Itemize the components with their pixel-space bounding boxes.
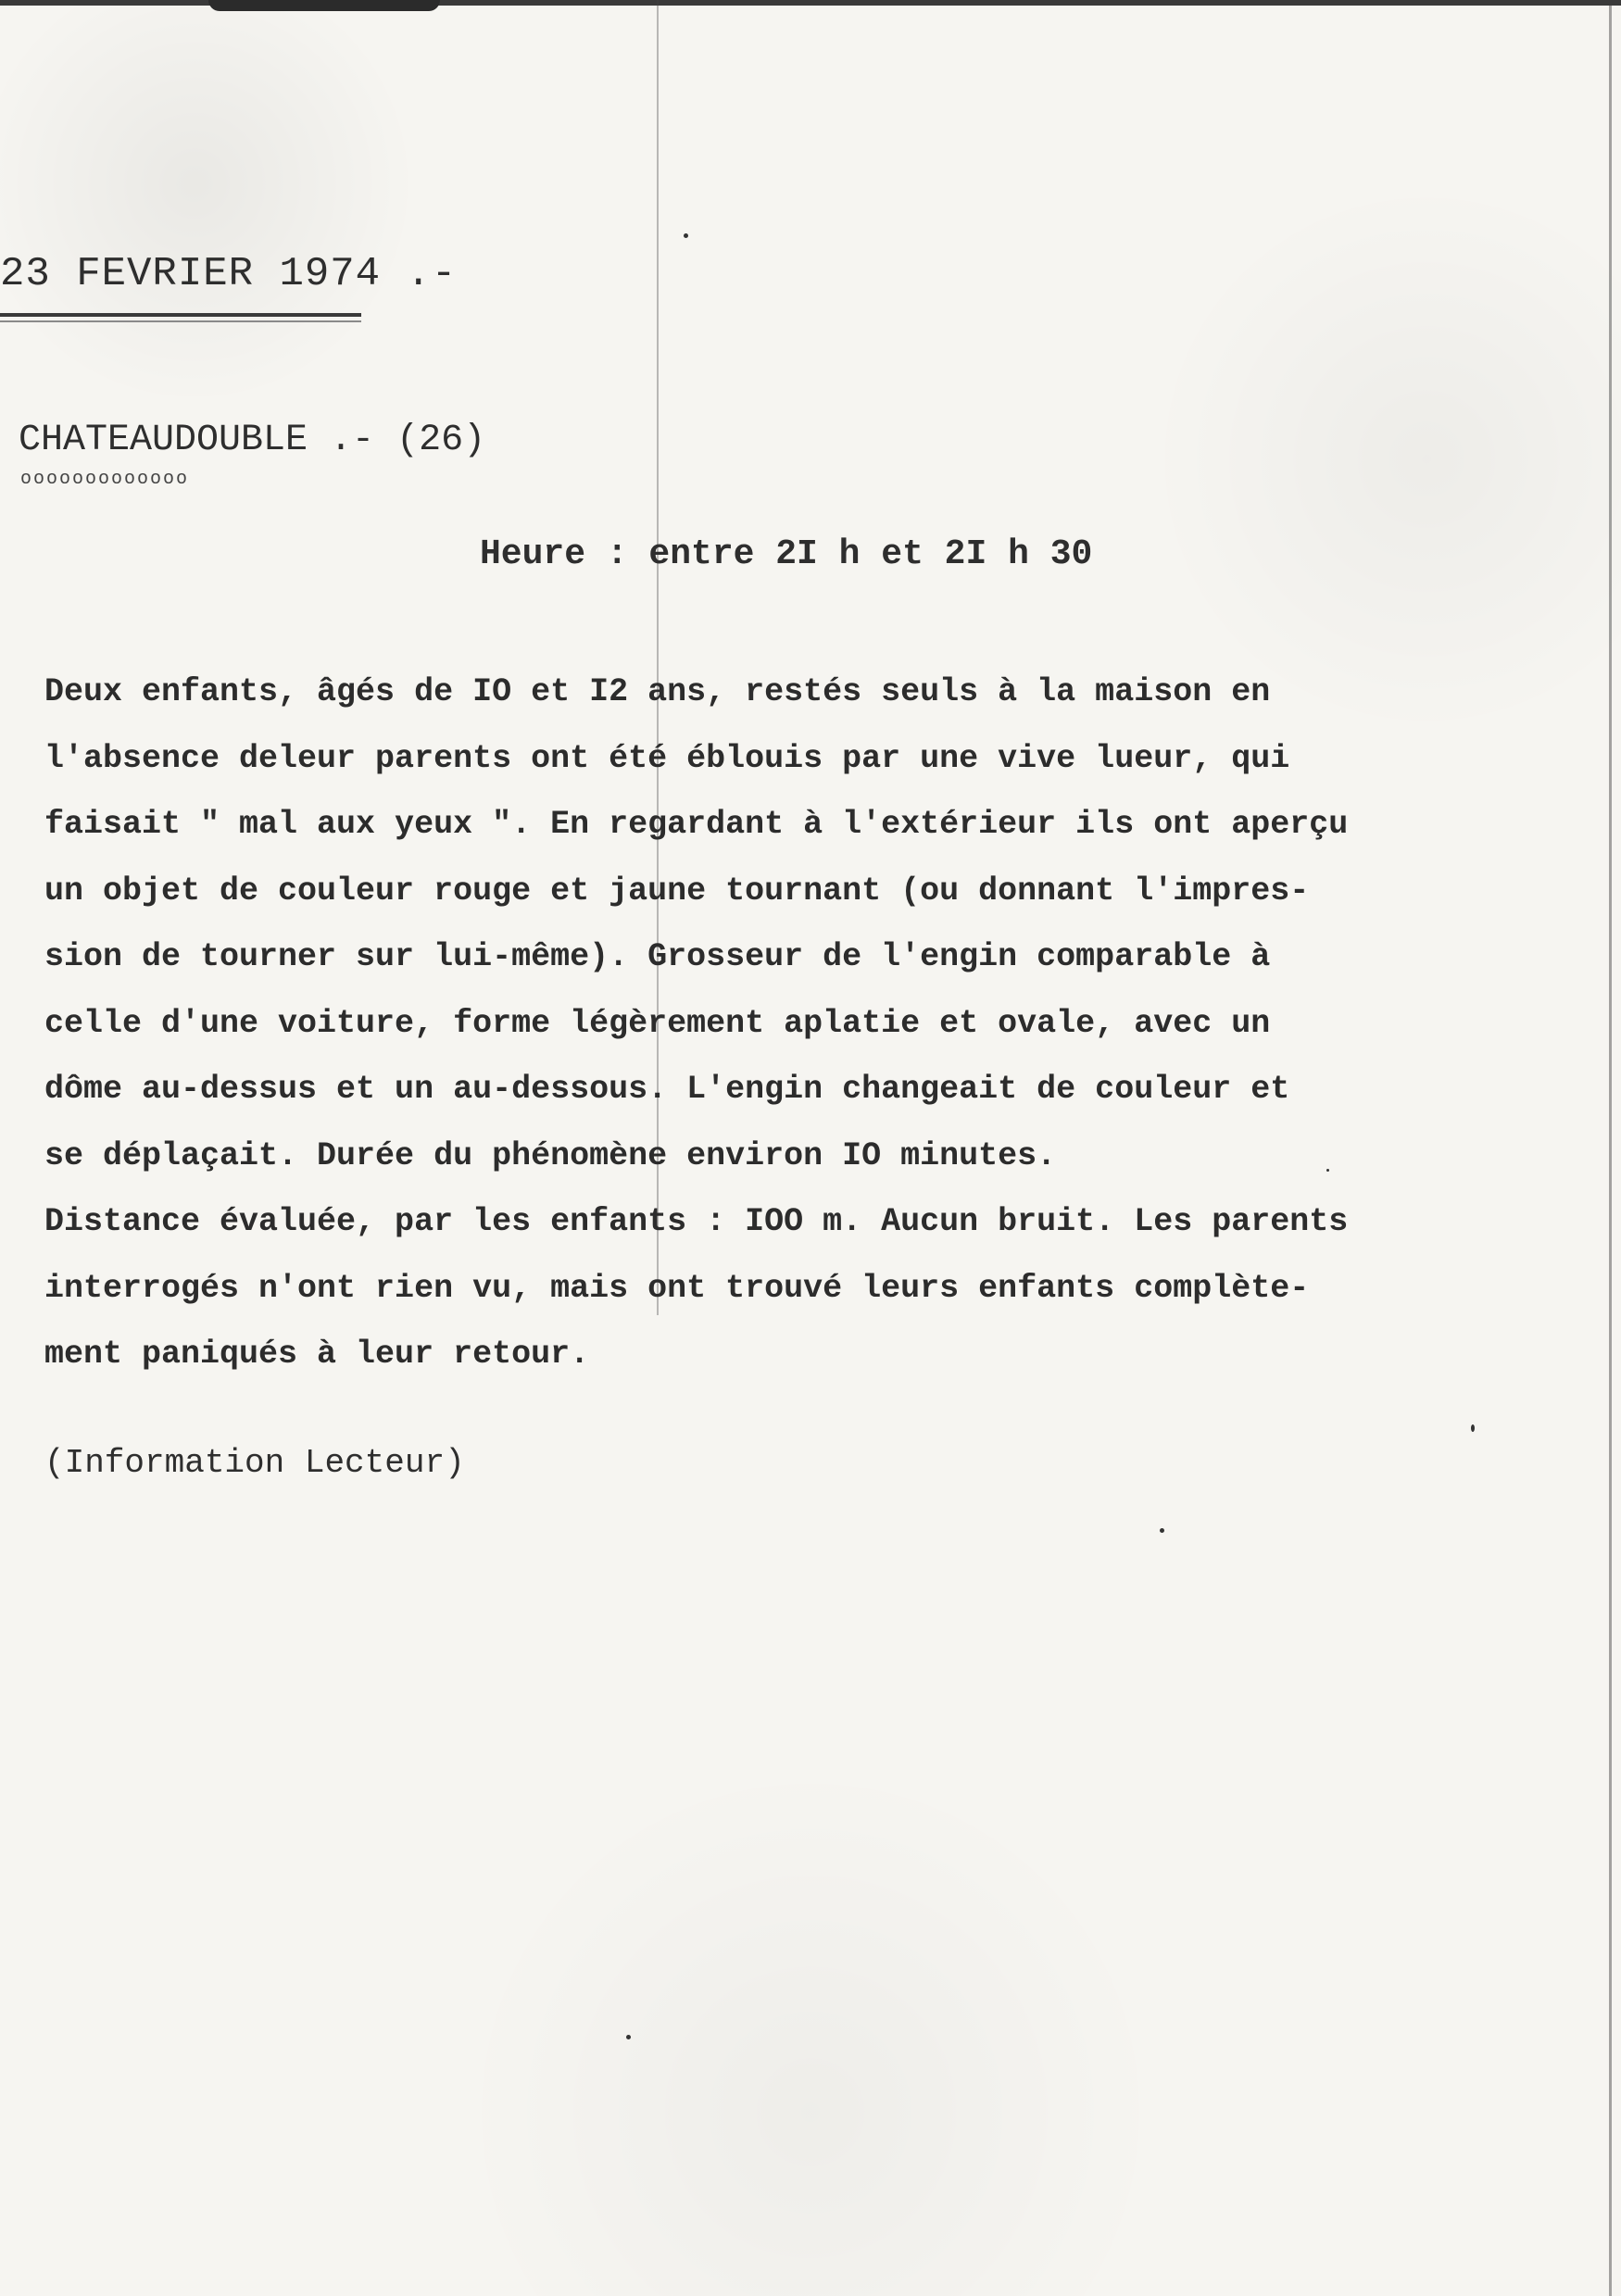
place-heading: CHATEAUDOUBLE .- (26) — [19, 420, 486, 461]
body-line: sion de tourner sur lui-même). Grosseur de l'engin comparable à — [44, 938, 1271, 975]
report-body — [44, 659, 1573, 1388]
date-underline — [0, 313, 361, 317]
ink-speck — [626, 2035, 631, 2039]
date-underline-shadow — [0, 320, 361, 322]
body-line: Deux enfants, âgés de IO et I2 ans, restés seuls à la maison en — [44, 673, 1271, 710]
date-heading: 23 FEVRIER 1974 .- — [0, 251, 458, 297]
source-note: (Information Lecteur) — [44, 1444, 465, 1482]
place-underline: ooooooooooooo — [20, 472, 190, 487]
ink-speck — [684, 233, 688, 238]
body-line: l'absence deleur parents ont été éblouis par une vive lueur, qui — [44, 739, 1290, 777]
body-line: Distance évaluée, par les enfants : IOO m. Aucun bruit. Les parents — [44, 1203, 1349, 1240]
ink-speck — [1471, 1424, 1475, 1432]
body-line: interrogés n'ont rien vu, mais ont trouvé leurs enfants complète- — [44, 1269, 1310, 1307]
body-line: dôme au-dessus et un au-dessous. L'engin changeait de couleur et — [44, 1071, 1290, 1108]
body-line: celle d'une voiture, forme légèrement aplatie et ovale, avec un — [44, 1004, 1271, 1042]
body-line: faisait " mal aux yeux ". En regardant à l'extérieur ils ont aperçu — [44, 806, 1349, 843]
body-line: ment paniqués à leur retour. — [44, 1336, 590, 1373]
scan-right-edge — [1609, 0, 1612, 2296]
body-line: un objet de couleur rouge et jaune tournant (ou donnant l'impres- — [44, 872, 1310, 910]
scan-artifact — [208, 0, 440, 11]
ink-speck — [1160, 1528, 1164, 1533]
time-line: Heure : entre 2I h et 2I h 30 — [480, 534, 1093, 574]
body-line: se déplaçait. Durée du phénomène environ IO minutes. — [44, 1136, 1057, 1174]
